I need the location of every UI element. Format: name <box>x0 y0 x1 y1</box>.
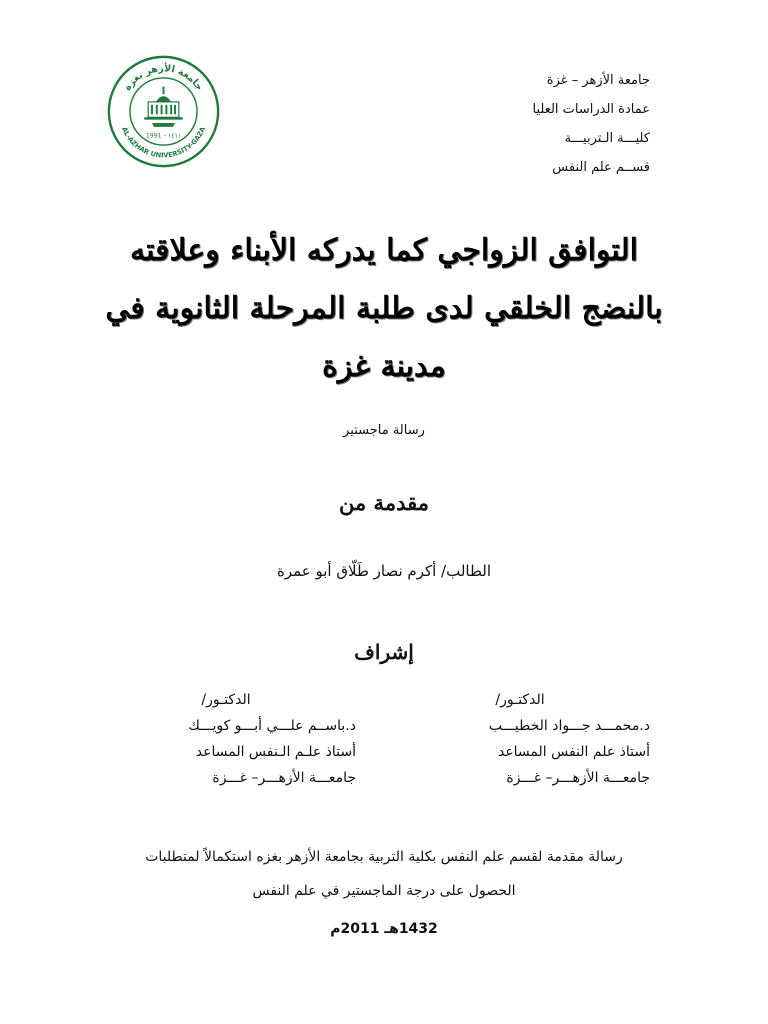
title-line-3: مدينة غزة <box>322 349 446 384</box>
student-name: الطالب/ أكرم نصار طَلّاق أبو عمرة <box>276 562 492 580</box>
university-name: جامعة الأزهر – غزة <box>546 73 650 88</box>
department-name: قســم علم النفس <box>552 160 650 175</box>
thesis-type: رسالة ماجستير <box>343 423 425 438</box>
supervisor-1-title: الدكتـور/ <box>495 692 545 708</box>
supervisor-1 <box>390 687 650 791</box>
supervisor-2-position: أستاذ علـم الـنفس المساعد <box>195 744 356 760</box>
supervisor-2-title: الدكتـور/ <box>201 692 251 708</box>
thesis-title <box>60 222 708 396</box>
presented-by-heading: مقدمة من <box>339 490 429 515</box>
supervisor-2-name: د.باســم علـــي أبـــو كويـــك <box>188 718 356 734</box>
supervisor-1-position: أستاذ علم النفس المساعد <box>497 744 650 760</box>
submission-date: 1432هـ 2011م <box>330 921 438 937</box>
logo-arabic-text: جامعة الأزهر بغزة <box>122 63 205 93</box>
statement-line-2: الحصول على درجة الماجستير في علم النفس <box>252 883 516 899</box>
university-logo <box>106 54 221 169</box>
deanship-name: عمادة الدراسات العليا <box>532 102 650 117</box>
statement-line-1: رسالة مقدمة لقسم علم النفس بكلية التربية بجامعة الأزهر بغزه استكمالاً لمتطلبات <box>145 849 623 865</box>
title-line-2: بالنضج الخلقي لدى طلبة المرحلة الثانوية في <box>105 291 663 326</box>
faculty-name: كليـــة الـتربيـــة <box>564 131 650 146</box>
supervisor-1-name: د.محمـــد جـــواد الخطيـــب <box>488 718 650 734</box>
supervisor-2-university: جامعـــة الأزهـــر– غـــزة <box>212 770 356 786</box>
supervision-heading: إشراف <box>354 640 414 664</box>
supervisor-1-university: جامعـــة الأزهـــر– غـــزة <box>506 770 650 786</box>
submission-statement <box>100 840 668 908</box>
logo-english-text: AL-AZHAR UNIVERSITY-GAZA <box>120 125 207 160</box>
supervisor-2 <box>96 687 356 791</box>
svg-text:AL-AZHAR UNIVERSITY-GAZA <box>120 125 207 160</box>
logo-years: 1991 - ١٤١١ <box>145 132 182 140</box>
institution-header <box>350 66 650 182</box>
title-line-1: التوافق الزواجي كما يدركه الأبناء وعلاقته <box>130 233 638 268</box>
building-icon <box>144 87 182 127</box>
